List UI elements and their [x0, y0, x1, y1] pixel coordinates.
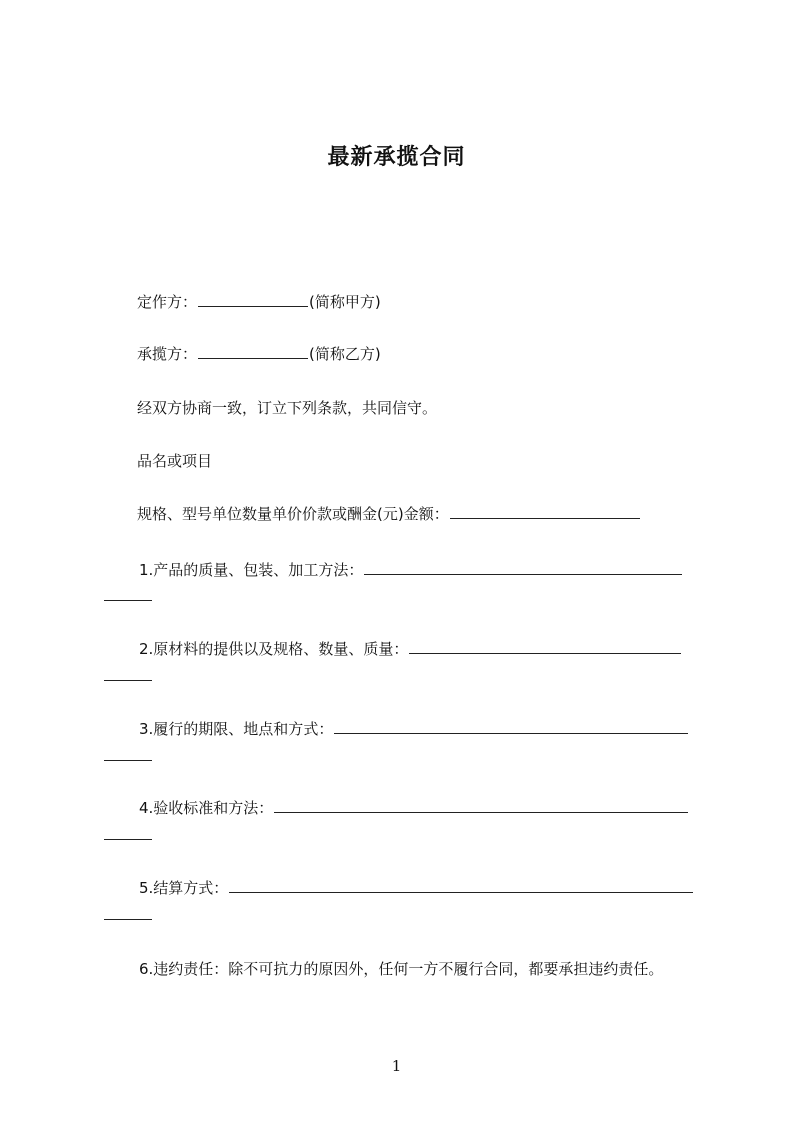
- clause-1-label: 1.产品的质量、包装、加工方法：: [139, 561, 364, 579]
- clause-4-blank-continuation: [104, 839, 152, 840]
- party-a-line: [137, 292, 381, 312]
- clause-3-label: 3.履行的期限、地点和方式：: [139, 720, 334, 738]
- clause-2: [139, 639, 682, 659]
- clause-1: [139, 560, 683, 580]
- clause-4: [139, 798, 689, 818]
- document-title: 最新承揽合同: [327, 145, 466, 170]
- item-heading: 品名或项目: [137, 452, 213, 470]
- clause-3: [139, 719, 689, 739]
- clause-5-blank: [229, 878, 693, 893]
- page-number: 1: [391, 1057, 402, 1075]
- spec-label: 规格、型号单位数量单价价款或酬金(元)金额：: [137, 505, 449, 523]
- clause-3-blank-continuation: [104, 760, 152, 761]
- clause-2-label: 2.原材料的提供以及规格、数量、质量：: [139, 640, 409, 658]
- party-b-label: 承揽方：: [137, 345, 198, 363]
- party-a-label: 定作方：: [137, 293, 198, 311]
- clause-4-label: 4.验收标准和方法：: [139, 799, 274, 817]
- clause-5-label: 5.结算方式：: [139, 879, 229, 897]
- party-a-suffix: (简称甲方): [309, 293, 381, 311]
- clause-2-blank: [409, 639, 681, 654]
- spec-line: [137, 504, 641, 524]
- clause-4-blank: [274, 798, 688, 813]
- clause-5-blank-continuation: [104, 919, 152, 920]
- clause-5: [139, 878, 694, 898]
- spec-blank: [450, 504, 640, 519]
- party-b-line: [137, 344, 381, 364]
- clause-1-blank: [364, 560, 682, 575]
- clause-2-blank-continuation: [104, 680, 152, 681]
- party-a-blank: [198, 292, 308, 307]
- clause-6: 6.违约责任：除不可抗力的原因外，任何一方不履行合同，都要承担违约责任。: [139, 960, 664, 978]
- clause-1-blank-continuation: [104, 600, 152, 601]
- party-b-suffix: (简称乙方): [309, 345, 381, 363]
- party-b-blank: [198, 344, 308, 359]
- intro-text: 经双方协商一致，订立下列条款，共同信守。: [137, 399, 438, 417]
- clause-3-blank: [334, 719, 688, 734]
